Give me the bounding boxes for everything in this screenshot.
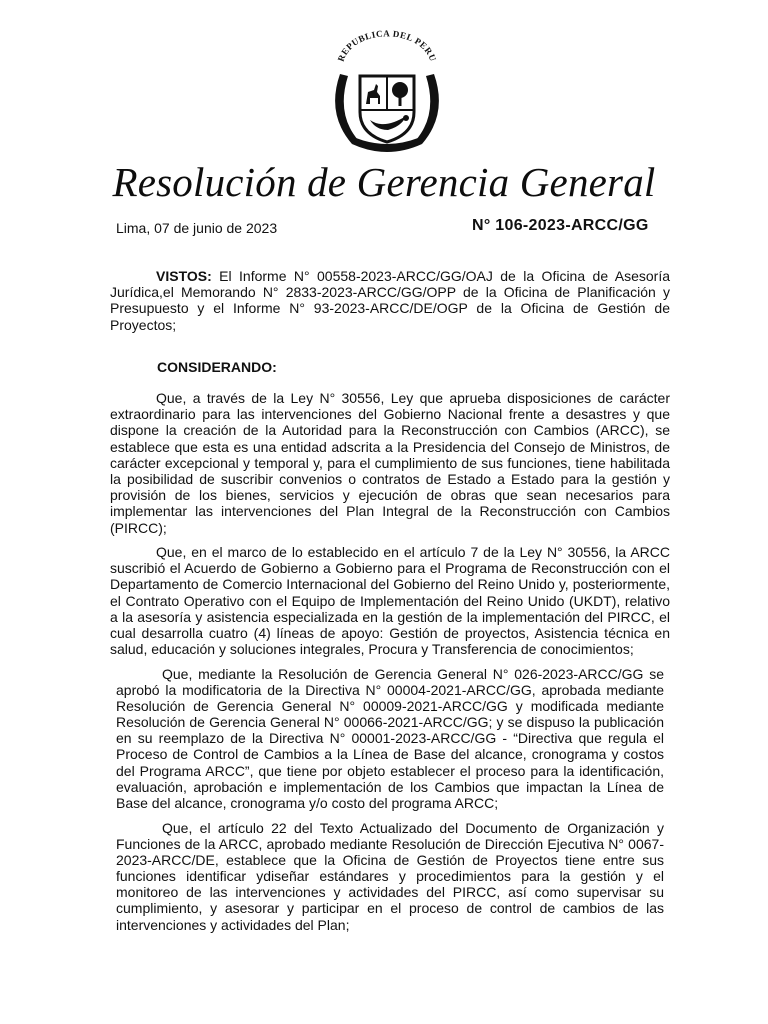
vistos-paragraph (110, 268, 670, 333)
considerando-heading: CONSIDERANDO: (157, 359, 277, 375)
document-title: Resolución de Gerencia General (112, 159, 656, 205)
vistos-label: VISTOS: (156, 268, 212, 284)
resolution-number: N° 106-2023-ARCC/GG (472, 217, 649, 234)
considerando-paragraph-1: Que, a través de la Ley N° 30556, Ley que aprueba disposiciones de carácter extraordinario para las intervenciones del Gobierno Nacional frente a desastres y que dispone la creación de la Autoridad para la Reconstrucción con Cambios (ARCC), se establece que esta es una entidad adscrita a la Presidencia del Consejo de Ministros, de carácter excepcional y temporal y, para el cumplimiento de sus funciones, tiene habilitada la posibilidad de suscribir convenios o contratos de Estado a Estado para la gestión y provisión de los bienes, servicios y ejecución de obras que sean necesarios para implementar las intervenciones del Plan Integral de la Reconstrucción con Cambios (PIRCC); (110, 390, 670, 536)
considerando-paragraph-2: Que, en el marco de lo establecido en el artículo 7 de la Ley N° 30556, la ARCC suscribió el Acuerdo de Gobierno a Gobierno para el Programa de Reconstrucción con el Departamento de Comercio Internacional del Gobierno del Reino Unido y, posteriormente, el Contrato Operativo con el Equipo de Implementación del Reino Unido (UKDT), relativo a la asesoría y asistencia especializada en la gestión de la implementación del PIRCC, el cual desarrolla cuatro (4) líneas de apoyo: Gestión de proyectos, Asistencia técnica en salud, educación y soluciones integrales, Procura y Transferencia de conocimientos; (110, 544, 670, 658)
considerando-paragraph-3: Que, mediante la Resolución de Gerencia General N° 026-2023-ARCC/GG se aprobó la modificatoria de la Directiva N° 00004-2021-ARCC/GG, aprobada mediante Resolución de Gerencia General N° 00009-2021-ARCC/GG y modificada mediante Resolución de Gerencia General N° 00066-2021-ARCC/GG; y se dispuso la publicación en su reemplazo de la Directiva N° 00001-2023-ARCC/GG - “Directiva que regula el Proceso de Control de Cambios a la Línea de Base del alcance, cronograma y costos del Programa ARCC”, que tiene por objeto establecer el proceso para la identificación, evaluación, aprobación e implementación de los Cambios que impactan la Línea de Base del alcance, cronograma y/o costo del programa ARCC; (116, 666, 664, 811)
issue-date: Lima, 07 de junio de 2023 (116, 220, 278, 236)
coat-of-arms-seal (322, 26, 452, 154)
vistos-text: El Informe N° 00558-2023-ARCC/GG/OAJ de la Oficina de Asesoría Jurídica,el Memorando N° 2833-2023-ARCC/GG/OPP de la Oficina de Planificación y Presupuesto y el Informe N° 93-2023-ARCC/DE/OGP de la Oficina de Gestión de Proyectos; (110, 268, 670, 333)
seal-text: REPUBLICA DEL PERU (335, 28, 439, 63)
considerando-paragraph-4: Que, el artículo 22 del Texto Actualizado del Documento de Organización y Funciones de la ARCC, aprobado mediante Resolución de Dirección Ejecutiva N° 0067-2023-ARCC/DE, establece que la Oficina de Gestión de Proyectos tiene entre sus funciones identificar ydiseñar estándares y procedimientos para la gestión y el monitoreo de las intervenciones y actividades del PIRCC, así como supervisar su cumplimiento, y asesorar y participar en el proceso de control de cambios de las intervenciones y actividades del Plan; (116, 820, 664, 933)
